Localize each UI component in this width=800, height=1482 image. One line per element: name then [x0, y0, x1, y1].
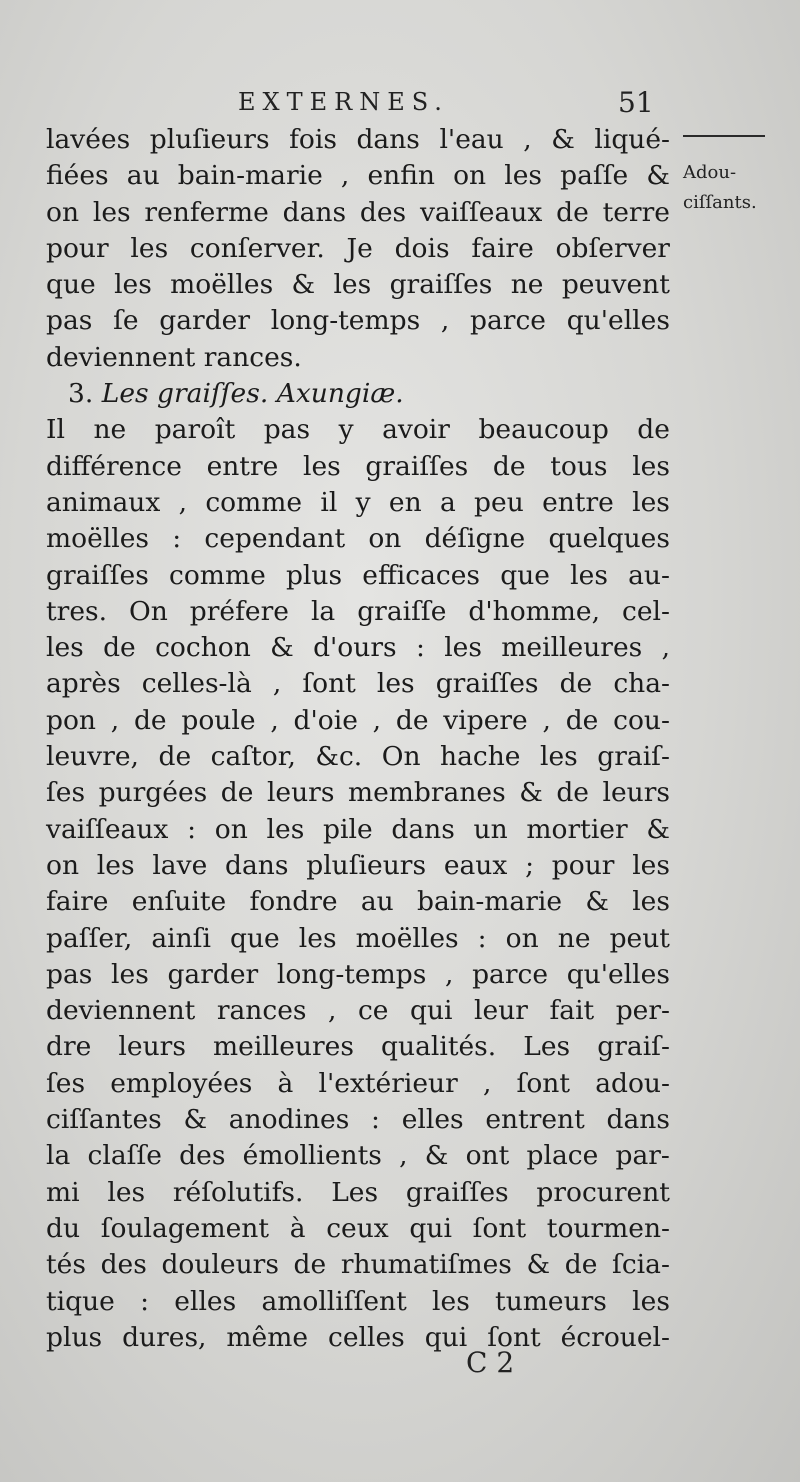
marginal-note-line-1: Adou-	[683, 162, 737, 183]
text-line: du ſoulagement à ceux qui ſont tourmen-	[46, 1212, 670, 1244]
marginal-note-line-2: ciſſants.	[683, 192, 757, 213]
text-line: paſſer, ainſi que les moëlles : on ne peut	[46, 922, 670, 954]
text-line: Il ne paroît pas y avoir beaucoup de	[46, 414, 670, 446]
text-line: on les lave dans pluſieurs eaux ; pour les	[46, 849, 670, 881]
text-line: tique : elles amolliſſent les tumeurs les	[46, 1285, 670, 1317]
running-head: EXTERNES.	[238, 88, 449, 116]
text-line: fiées au bain-marie , enfin on les paſſe &	[46, 160, 670, 192]
marginal-note	[683, 158, 757, 218]
text-line: ſes employées à l'extérieur , ſont adou-	[46, 1067, 670, 1099]
text-line: différence entre les graiſſes de tous les	[46, 450, 670, 482]
text-line: pon , de poule , d'oie , de vipere , de cou-	[46, 704, 670, 736]
text-line: pas ſe garder long-temps , parce qu'elles	[46, 305, 670, 337]
text-line: leuvre, de caſtor, &c. On hache les graiſ-	[46, 741, 670, 773]
text-line: mi les réſolutifs. Les graiſſes procurent	[46, 1176, 670, 1208]
text-line: dre leurs meilleures qualités. Les graiſ-	[46, 1031, 670, 1063]
text-line: ſes purgées de leurs membranes & de leurs	[46, 777, 670, 809]
text-line: faire enſuite fondre au bain-marie & les	[46, 886, 670, 918]
text-line: on les renferme dans des vaiſſeaux de terre	[46, 196, 670, 228]
text-line: ciſſantes & anodines : elles entrent dans	[46, 1104, 670, 1136]
page-number: 51	[618, 86, 654, 119]
text-line: graiſſes comme plus efficaces que les au-	[46, 559, 670, 591]
text-line: pas les garder long-temps , parce qu'elles	[46, 958, 670, 990]
text-line: que les moëlles & les graiſſes ne peuvent	[46, 269, 670, 301]
section-title: Les graiſſes. Axungiæ.	[101, 378, 404, 410]
text-line: moëlles : cependant on déſigne quelques	[46, 523, 670, 555]
section-number: 3.	[68, 378, 94, 410]
text-line: vaiſſeaux : on les pile dans un mortier &	[46, 813, 670, 845]
text-line: la claſſe des émollients , & ont place par-	[46, 1140, 670, 1172]
text-line: animaux , comme il y en a peu entre les	[46, 486, 670, 518]
text-line: tés des douleurs de rhumatiſmes & de ſcia-	[46, 1249, 670, 1281]
signature-mark: C 2	[466, 1346, 515, 1379]
body-text	[46, 122, 670, 1356]
text-line: deviennent rances , ce qui leur fait per-	[46, 995, 670, 1027]
text-line: plus dures, même celles qui ſont écrouel-	[46, 1321, 670, 1353]
text-line: après celles-là , ſont les graiſſes de cha-	[46, 668, 670, 700]
marginal-rule	[683, 135, 765, 137]
text-line: pour les conſerver. Je dois faire obſerver	[46, 232, 670, 264]
text-line: lavées pluſieurs fois dans l'eau , & liqué-	[46, 124, 670, 155]
section-heading	[46, 376, 670, 412]
text-line: tres. On préfere la graiſſe d'homme, cel-	[46, 595, 670, 627]
text-line: les de cochon & d'ours : les meilleures ,	[46, 632, 670, 664]
text-line: deviennent rances.	[46, 341, 302, 373]
